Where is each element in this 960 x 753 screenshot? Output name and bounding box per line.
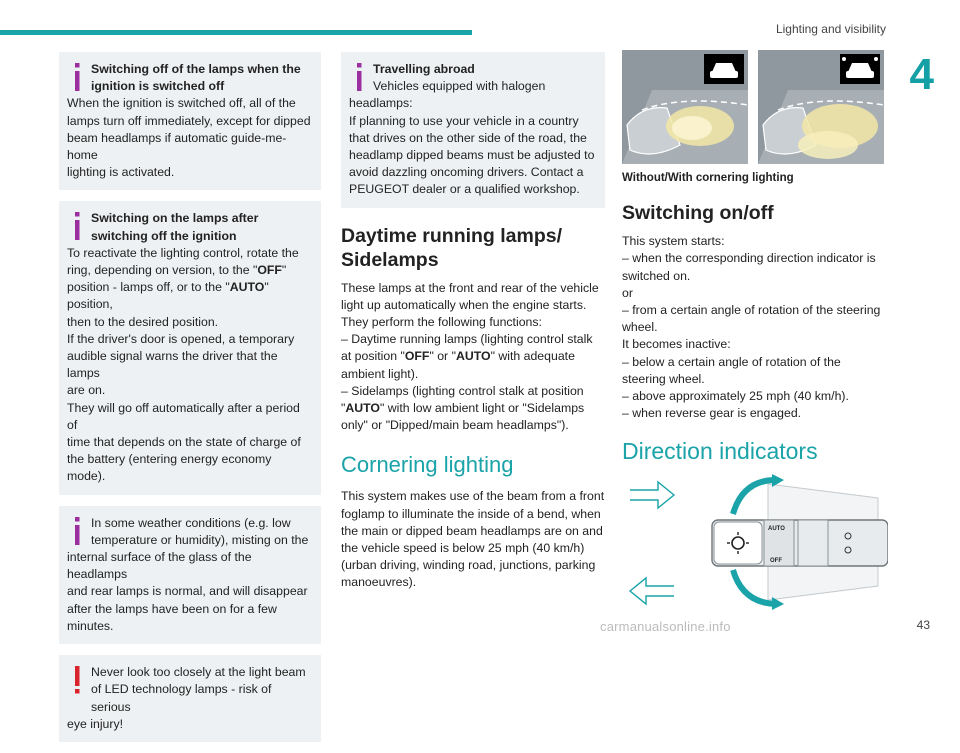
- text-part: " or ": [429, 349, 456, 364]
- note-text: eye injury!: [67, 716, 124, 731]
- body-text: This system makes use of the beam from a front: [341, 489, 605, 504]
- note-text: lighting is activated.: [67, 165, 175, 180]
- arrow-left-icon: [628, 576, 676, 606]
- note-title: Switching on the lamps after switching off the ignition: [91, 211, 259, 243]
- body-text: [341, 400, 605, 417]
- body-text: wheel.: [622, 320, 658, 335]
- note-text: Vehicles equipped with halogen: [373, 79, 546, 94]
- body-text: – from a certain angle of rotation of the steering: [622, 303, 881, 318]
- body-text: – when reverse gear is engaged.: [622, 406, 802, 421]
- text-part: ": [341, 401, 346, 416]
- body-text: the vehicle speed is below 25 mph (40 km/h): [341, 541, 585, 556]
- heading-line: Daytime running lamps/: [341, 224, 563, 247]
- note-text-part: ": [281, 263, 287, 278]
- body-text: – above approximately 25 mph (40 km/h).: [622, 389, 849, 404]
- body-text: [341, 348, 605, 365]
- note-text: internal surface of the glass of the headlamps: [67, 550, 252, 582]
- lighting-stalk-icon: [708, 474, 888, 610]
- note-text: [67, 279, 313, 313]
- info-note-switching-off: [59, 52, 321, 190]
- auto-keyword: AUTO: [229, 280, 265, 295]
- body-text: – Daytime running lamps (lighting control stalk: [341, 332, 593, 347]
- note-text: are on.: [67, 383, 106, 398]
- body-text: ambient light).: [341, 366, 419, 381]
- note-text: Never look too closely at the light beam: [91, 665, 306, 680]
- watermark: carmanualsonline.info: [600, 619, 731, 634]
- info-note-switching-on: [59, 201, 321, 494]
- column-right: [622, 52, 886, 624]
- heading-daytime-running-lamps: [341, 224, 605, 272]
- note-text: beam headlamps if automatic guide-me-home: [67, 130, 287, 163]
- stalk-off-label: OFF: [770, 558, 782, 565]
- note-text: headlamps:: [349, 96, 413, 111]
- auto-keyword: AUTO: [345, 401, 380, 416]
- note-text: audible signal warns the driver that the lamps: [67, 349, 278, 381]
- body-text: light up automatically when the engine starts.: [341, 297, 587, 312]
- body-text: This system starts:: [622, 234, 725, 249]
- note-text: If planning to use your vehicle in a country: [349, 113, 579, 128]
- note-text: When the ignition is switched off, all of the: [67, 96, 296, 111]
- body-text: steering wheel.: [622, 371, 705, 386]
- note-text: PEUGEOT dealer or a qualified workshop.: [349, 182, 580, 197]
- body-text: or: [622, 285, 633, 300]
- note-text: They will go off automatically after a period of: [67, 400, 300, 432]
- chapter-number: 4: [909, 50, 934, 99]
- note-text: If the driver's door is opened, a temporary: [67, 331, 295, 346]
- info-icon: [352, 62, 366, 92]
- off-keyword: OFF: [404, 349, 430, 364]
- text-part: " with low ambient light or "Sidelamps: [380, 401, 585, 416]
- note-text: the battery (entering energy economy mode).: [67, 452, 272, 484]
- note-text: time that depends on the state of charge of: [67, 435, 301, 450]
- illustration-caption: Without/With cornering lighting: [622, 172, 794, 184]
- info-icon: [70, 516, 84, 546]
- note-text: after the lamps have been on for a few: [67, 601, 277, 616]
- body-text: – below a certain angle of rotation of the: [622, 354, 841, 369]
- column-left: [59, 52, 321, 753]
- page-number: 43: [916, 618, 930, 632]
- body-text: – when the corresponding direction indicator is: [622, 251, 876, 266]
- heading-line: Sidelamps: [341, 248, 439, 271]
- note-title: Switching off of the lamps when the ignition is switched off: [91, 62, 301, 94]
- note-text: and rear lamps is normal, and will disappear: [67, 584, 308, 599]
- note-text: temperature or humidity), misting on the: [91, 532, 309, 547]
- cornering-illustrations: [622, 50, 886, 166]
- body-text: It becomes inactive:: [622, 337, 731, 352]
- body-text: only" or "Dipped/main beam headlamps").: [341, 418, 569, 433]
- auto-keyword: AUTO: [455, 349, 491, 364]
- note-text: [67, 262, 313, 279]
- note-text-part: ring, depending on version, to the ": [67, 263, 258, 278]
- info-icon: [70, 211, 84, 241]
- note-text: lamps turn off immediately, except for dipped: [67, 113, 311, 128]
- heading-cornering-lighting: Cornering lighting: [341, 452, 514, 478]
- off-keyword: OFF: [257, 263, 282, 278]
- illustration-with-cornering: [758, 50, 884, 164]
- warning-note-led: [59, 655, 321, 742]
- body-text: (urban driving, winding road, junctions, parking: [341, 558, 596, 573]
- body-text: These lamps at the front and rear of the vehicle: [341, 280, 599, 295]
- note-text-part: " position,: [67, 280, 269, 312]
- body-text: foglamp to illuminate the inside of a bend, when: [341, 506, 601, 521]
- body-text: the main or dipped beam headlamps are on and: [341, 523, 603, 538]
- illustration-without-cornering: [622, 50, 748, 164]
- body-text: They perform the following functions:: [341, 315, 542, 330]
- info-note-travelling-abroad: [341, 52, 605, 208]
- note-text: then to the desired position.: [67, 314, 219, 329]
- note-text: minutes.: [67, 618, 114, 633]
- cornering-body: [341, 488, 605, 591]
- body-text: manoeuvres).: [341, 575, 417, 590]
- switching-body: [622, 233, 886, 422]
- note-text: avoid dazzling oncoming drivers. Contact a: [349, 165, 584, 180]
- direction-indicator-illustration: [622, 474, 886, 624]
- body-text: switched on.: [622, 268, 691, 283]
- note-text: that drives on the other side of the road, the: [349, 130, 587, 145]
- note-text: of LED technology lamps - risk of serious: [91, 682, 272, 714]
- info-icon: [70, 62, 84, 92]
- heading-direction-indicators: Direction indicators: [622, 438, 818, 465]
- info-note-misting: [59, 506, 321, 644]
- text-part: at position ": [341, 349, 405, 364]
- note-text: To reactivate the lighting control, rotate the: [67, 245, 299, 260]
- text-part: " with adequate: [490, 349, 575, 364]
- arrow-right-icon: [628, 480, 676, 510]
- body-text: – Sidelamps (lighting control stalk at position: [341, 383, 584, 398]
- note-text: In some weather conditions (e.g. low: [91, 515, 291, 530]
- column-middle: [341, 52, 605, 592]
- note-text: headlamp dipped beams must be adjusted to: [349, 148, 595, 163]
- stalk-auto-label: AUTO: [768, 526, 785, 533]
- warning-icon: [70, 665, 84, 695]
- drl-body: [341, 280, 605, 435]
- header-title: Lighting and visibility: [775, 22, 886, 36]
- header-accent-bar: [0, 30, 472, 35]
- note-text-part: position - lamps off, or to the ": [67, 280, 230, 295]
- heading-switching-on-off: Switching on/off: [622, 202, 774, 225]
- note-title: Travelling abroad: [373, 62, 475, 76]
